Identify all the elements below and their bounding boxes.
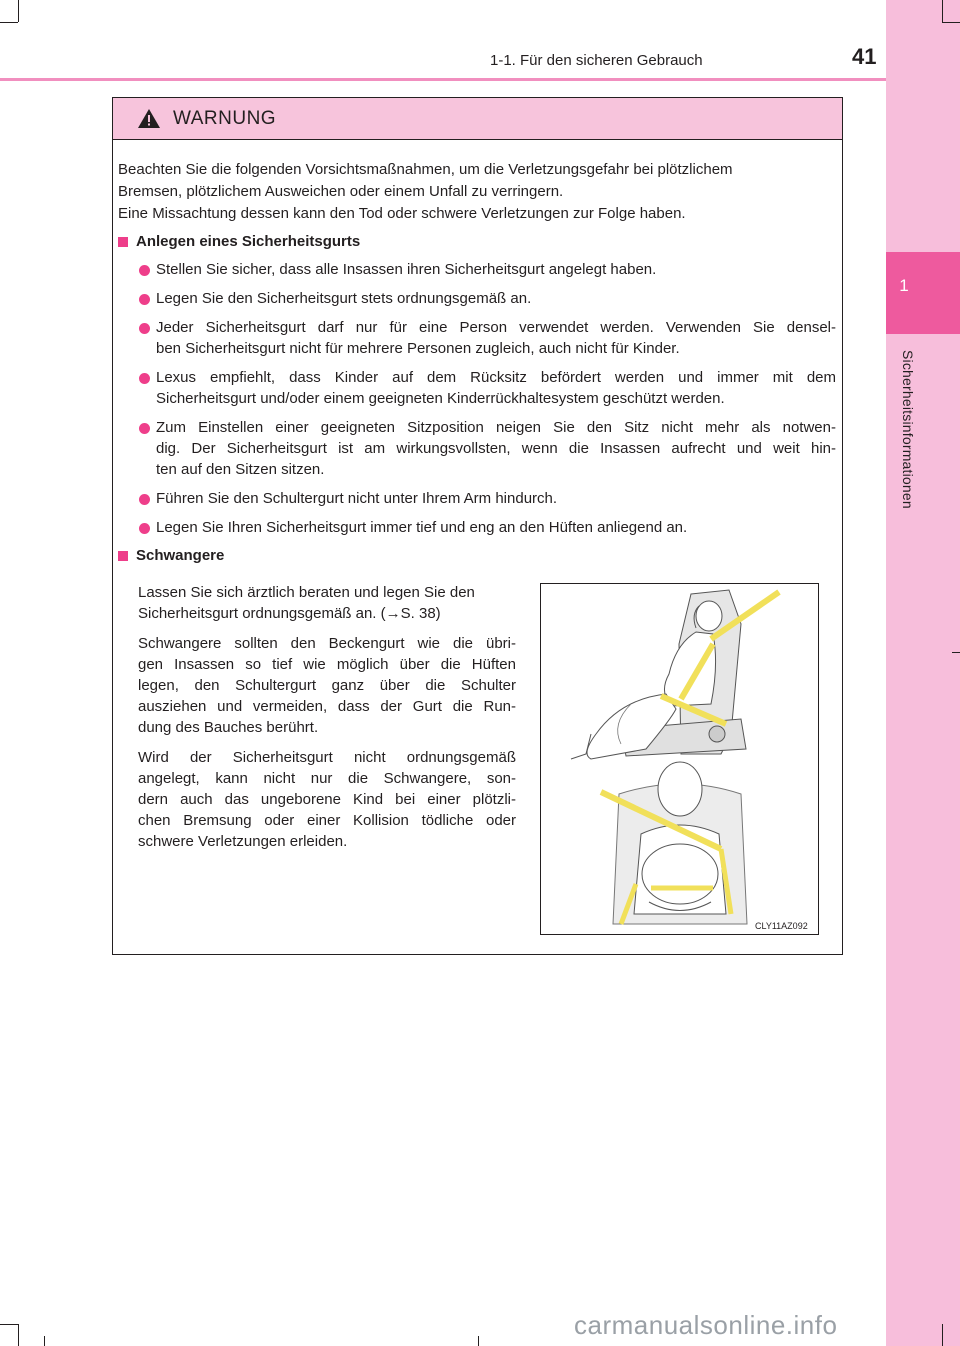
bullet-dot xyxy=(139,373,150,384)
bullet-dot xyxy=(139,265,150,276)
intro-line-3: Eine Missachtung dessen kann den Tod oder schwere Verletzungen zur Folge haben. xyxy=(118,205,686,222)
bullet-dot xyxy=(139,423,150,434)
section-bullet-square xyxy=(118,551,128,561)
para2-line: Schwangere sollten den Beckengurt wie die übri- xyxy=(138,635,516,652)
chapter-number: 1 xyxy=(899,276,909,295)
figure-code: CLY11AZ092 xyxy=(755,921,808,931)
para3-line: dern auch das ungeborene Kind bei einer plötzli- xyxy=(138,791,516,808)
bullet-dot xyxy=(139,523,150,534)
crop-mark xyxy=(0,22,18,23)
list-item-cont: ben Sicherheitsgurt nicht für mehrere Personen zugleich, auch nicht für Kinder. xyxy=(156,340,680,357)
pregnant-seatbelt-drawing xyxy=(541,584,818,934)
list-item: Legen Sie den Sicherheitsgurt stets ordnungsgemäß an. xyxy=(156,290,532,307)
bullet-dot xyxy=(139,323,150,334)
section-title: 1-1. Für den sicheren Gebrauch xyxy=(490,52,703,69)
list-item: Stellen Sie sicher, dass alle Insassen ihren Sicherheitsgurt angelegt haben. xyxy=(156,261,657,278)
list-item: Lexus empfiehlt, dass Kinder auf dem Rücksitz befördert werden und immer mit dem xyxy=(156,369,836,386)
warning-header xyxy=(113,98,842,140)
pregnant-seatbelt-illustration xyxy=(540,583,819,935)
para3-line: Wird der Sicherheitsgurt nicht ordnungsgemäß xyxy=(138,749,516,766)
warning-triangle-icon xyxy=(137,108,161,129)
bullet-dot xyxy=(139,494,150,505)
para3-line: schwere Verletzungen erleiden. xyxy=(138,833,348,850)
crop-mark xyxy=(18,0,19,22)
section-bullet-square xyxy=(118,237,128,247)
para1-line: Sicherheitsgurt ordnungsgemäß an. (→S. 38) xyxy=(138,605,441,622)
list-item: Zum Einstellen einer geeigneten Sitzposition neigen Sie den Sitz nicht mehr als notwen- xyxy=(156,419,836,436)
list-item: Jeder Sicherheitsgurt darf nur für eine Person verwendet werden. Verwenden Sie densel- xyxy=(156,319,836,336)
intro-line-1: Beachten Sie die folgenden Vorsichtsmaßnahmen, um die Verletzungsgefahr bei plötzlichem xyxy=(118,161,733,178)
crop-mark xyxy=(942,0,943,22)
crop-mark xyxy=(0,1324,18,1325)
list-item-cont: ten auf den Sitzen sitzen. xyxy=(156,461,325,478)
para3-line: angelegt, kann nicht nur die Schwangere, son- xyxy=(138,770,516,787)
para2-line: ausziehen und vermeiden, dass der Gurt die Run- xyxy=(138,698,516,715)
crop-mark xyxy=(952,652,960,653)
intro-line-2: Bremsen, plötzlichem Ausweichen oder einem Unfall zu verringern. xyxy=(118,183,564,200)
page-number: 41 xyxy=(852,44,877,69)
list-item-cont: Sicherheitsgurt und/oder einem geeigneten Kinderrückhaltesystem geschützt werden. xyxy=(156,390,725,407)
para2-line: dung des Bauches berührt. xyxy=(138,719,319,736)
para1-line: Lassen Sie sich ärztlich beraten und legen Sie den xyxy=(138,584,475,601)
para2-line: gen Insassen so tief wie möglich über die Hüften xyxy=(138,656,516,673)
crop-mark xyxy=(942,22,960,23)
watermark: carmanualsonline.info xyxy=(574,1310,838,1340)
header-rule xyxy=(0,78,886,81)
para2-line: legen, den Schultergurt ganz über die Schulter xyxy=(138,677,516,694)
crop-mark xyxy=(942,1324,943,1346)
warning-title: WARNUNG xyxy=(173,108,277,129)
list-item: Legen Sie Ihren Sicherheitsgurt immer tief und eng an den Hüften anliegend an. xyxy=(156,519,688,536)
bullet-dot xyxy=(139,294,150,305)
list-item-cont: dig. Der Sicherheitsgurt ist am wirkungsvollsten, wenn die Insassen aufrecht und weit hin- xyxy=(156,440,836,457)
para3-line: chen Bremsung oder einer Kollision tödliche oder xyxy=(138,812,516,829)
crop-mark xyxy=(478,1336,479,1346)
crop-mark xyxy=(44,1336,45,1346)
crop-mark xyxy=(18,1324,19,1346)
chapter-title: Sicherheitsinformationen xyxy=(900,350,916,509)
list-item: Führen Sie den Schultergurt nicht unter Ihrem Arm hindurch. xyxy=(156,490,558,507)
section-heading-pregnant: Schwangere xyxy=(136,547,225,564)
section-heading-seatbelt: Anlegen eines Sicherheitsgurts xyxy=(136,233,361,250)
chapter-sidebar xyxy=(886,0,960,1346)
